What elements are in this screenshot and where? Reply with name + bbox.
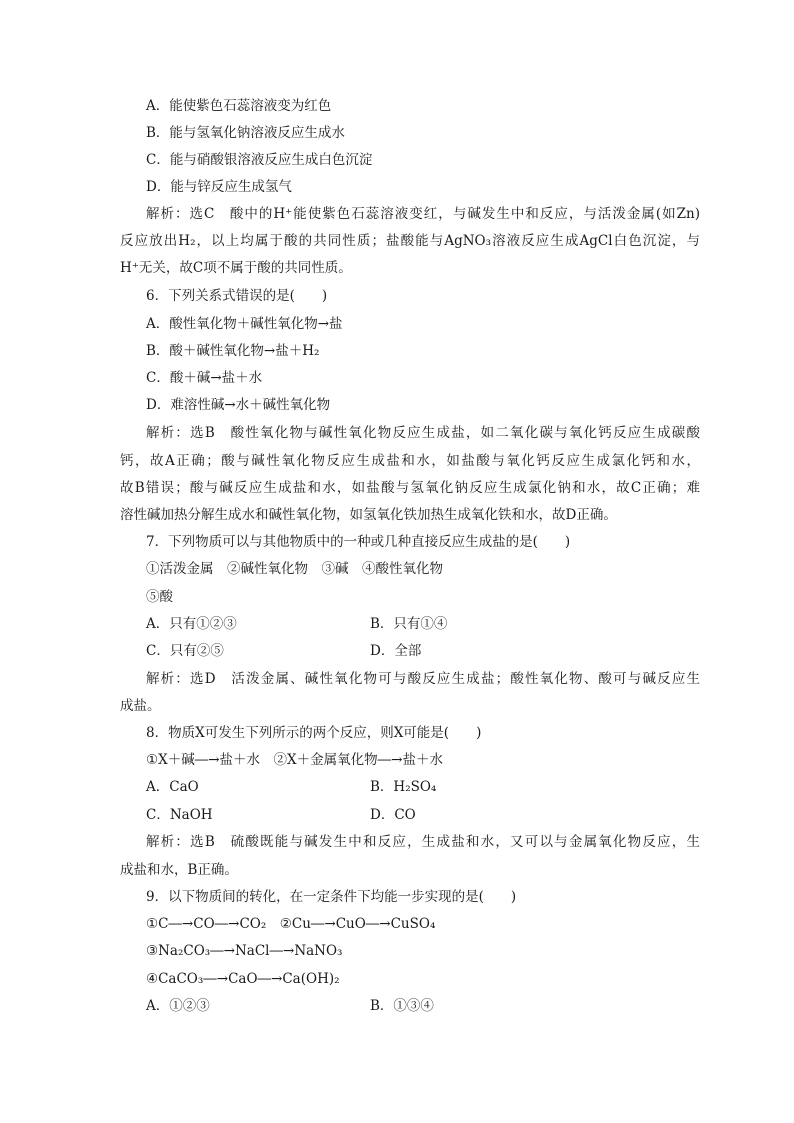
q6-option-c: C．酸＋碱→盐＋水 [146, 370, 263, 386]
q9-conversion-row-3: ④CaCO₃―→CaO―→Ca(OH)₂ [146, 971, 340, 987]
q5-option-a: A．能使紫色石蕊溶液变为红色 [146, 98, 332, 114]
q7-option-b: B．只有①④ [370, 616, 448, 632]
q8-explanation-line-2: 成盐和水，B正确。 [120, 862, 238, 878]
q6-option-b: B．酸＋碱性氧化物→盐＋H₂ [146, 343, 320, 359]
q7-option-d: D．全部 [370, 643, 422, 659]
q8-option-c: C．NaOH [146, 807, 213, 823]
q7-explanation-line-1: 解析：选D 活泼金属、碱性氧化物可与酸反应生成盐；酸性氧化物、酸可与碱反应生 [146, 671, 700, 687]
q7-explanation-line-2: 成盐。 [120, 698, 161, 714]
q5-option-c: C．能与硝酸银溶液反应生成白色沉淀 [146, 152, 373, 168]
q5-option-b: B．能与氢氧化钠溶液反应生成水 [146, 125, 345, 141]
q6-option-d: D．难溶性碱→水＋碱性氧化物 [146, 397, 331, 413]
q5-explanation-line-1: 解析：选C 酸中的H⁺能使紫色石蕊溶液变红，与碱发生中和反应，与活泼金属(如Zn) [146, 206, 700, 222]
q7-option-c: C．只有②⑤ [146, 643, 224, 659]
q8-reactions: ①X＋碱―→盐＋水 ②X＋金属氧化物―→盐＋水 [146, 752, 443, 768]
q9-option-b: B．①③④ [370, 998, 434, 1014]
q6-explanation-line-3: 故B错误；酸与碱反应生成盐和水，如盐酸与氢氧化钠反应生成氯化钠和水，故C正确；难 [120, 480, 700, 496]
q9-option-a: A．①②③ [146, 998, 210, 1014]
q9-conversion-row-2: ③Na₂CO₃―→NaCl―→NaNO₃ [146, 943, 343, 959]
q5-explanation-line-2: 反应放出H₂，以上均属于酸的共同性质；盐酸能与AgNO₃溶液反应生成AgCl白色沉淀，与 [120, 233, 700, 249]
q8-option-d: D．CO [370, 807, 416, 823]
q9-stem: 9．以下物质间的转化，在一定条件下均能一步实现的是( ) [146, 889, 517, 905]
q5-option-d: D．能与锌反应生成氢气 [146, 179, 292, 195]
q7-items-line-2: ⑤酸 [146, 589, 173, 605]
q8-explanation-line-1: 解析：选B 硫酸既能与碱发生中和反应，生成盐和水，又可以与金属氧化物反应，生 [146, 834, 700, 850]
q5-explanation-line-3: H⁺无关，故C项不属于酸的共同性质。 [120, 260, 352, 276]
q6-stem: 6．下列关系式错误的是( ) [146, 288, 328, 304]
q9-conversion-row-1: ①C―→CO―→CO₂ ②Cu―→CuO―→CuSO₄ [146, 916, 436, 932]
q7-stem: 7．下列物质可以与其他物质中的一种或几种直接反应生成盐的是( ) [146, 534, 571, 550]
q8-option-b: B．H₂SO₄ [370, 779, 437, 795]
q6-explanation-line-2: 钙，故A正确；酸与碱性氧化物反应生成盐和水，如盐酸与氧化钙反应生成氯化钙和水， [120, 453, 700, 469]
q8-option-a: A．CaO [146, 779, 199, 795]
q6-explanation-line-1: 解析：选B 酸性氧化物与碱性氧化物反应生成盐，如二氧化碳与氧化钙反应生成碳酸 [146, 425, 700, 441]
q8-stem: 8．物质X可发生下列所示的两个反应，则X可能是( ) [146, 725, 482, 741]
q7-option-a: A．只有①②③ [146, 616, 237, 632]
q7-items-line-1: ①活泼金属 ②碱性氧化物 ③碱 ④酸性氧化物 [146, 561, 443, 577]
q6-explanation-line-4: 溶性碱加热分解生成水和碱性氧化物，如氢氧化铁加热生成氧化铁和水，故D正确。 [120, 507, 617, 523]
q6-option-a: A．酸性氧化物＋碱性氧化物→盐 [146, 316, 343, 332]
